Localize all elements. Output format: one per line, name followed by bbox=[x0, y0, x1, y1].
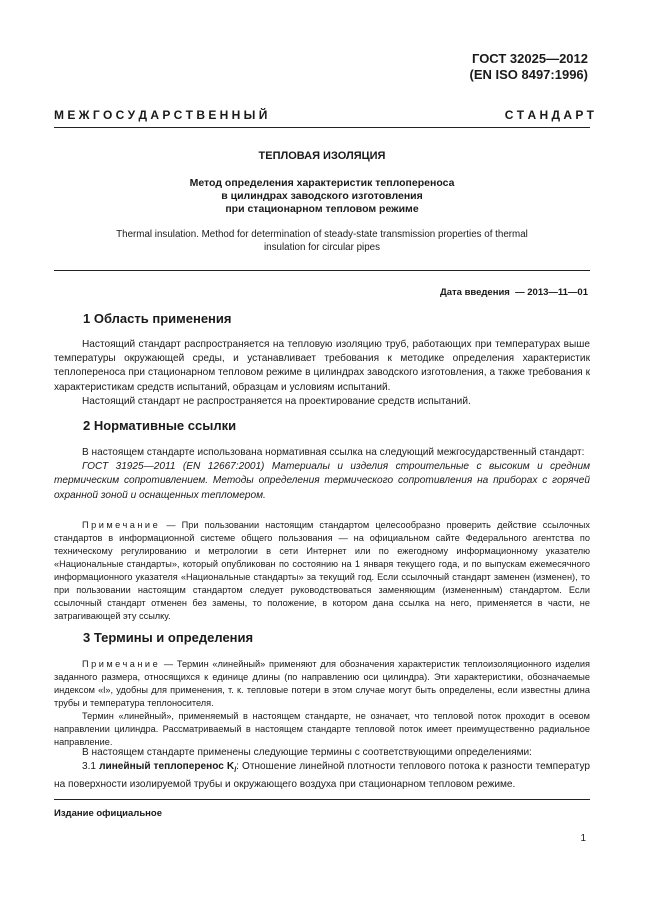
document-subtitle bbox=[54, 177, 590, 216]
section-2-note bbox=[54, 519, 590, 623]
standard-number: ГОСТ 32025—2012 bbox=[472, 51, 588, 66]
english-title bbox=[54, 228, 590, 254]
section-1-body bbox=[54, 338, 590, 409]
section-2-heading: 2 Нормативные ссылки bbox=[83, 418, 237, 433]
section-1-heading: 1 Область применения bbox=[83, 311, 232, 326]
banner-word-1: М Е Ж Г О С У Д А Р С Т В Е Н Н Ы Й bbox=[54, 108, 268, 122]
english-title-line: Thermal insulation. Method for determination of steady-state transmission properties of thermal bbox=[116, 229, 528, 240]
section-3-paragraph: В настоящем стандарте применены следующие термины с соответствующими определениями: bbox=[82, 747, 532, 758]
standard-code bbox=[469, 51, 588, 83]
normative-reference: ГОСТ 31925—2011 (EN 12667:2001) Материалы и изделия строительные с высоким и средним термическим сопротивлением. Методы определения термического сопротивления на приборах с горячей охранной зоной и оснащенных тепломером. bbox=[54, 461, 590, 501]
subtitle-line: Метод определения характеристик теплопереноса bbox=[189, 177, 455, 189]
term-name: линейный теплоперенос K bbox=[99, 761, 235, 773]
title-divider bbox=[54, 270, 590, 271]
term-number: 3.1 bbox=[82, 761, 97, 773]
standard-equivalent: (EN ISO 8497:1996) bbox=[469, 67, 588, 82]
note-continuation: Термин «линейный», применяемый в настоящем стандарте, не означает, что тепловой поток проходит в осевом направлении цилиндра. Рассматриваемый в настоящем стандарте тепловой поток имеет преимущественно радиальное направление. bbox=[54, 711, 590, 747]
official-edition-label: Издание официальное bbox=[54, 808, 162, 819]
footer-divider bbox=[54, 799, 590, 800]
term-subscript: l bbox=[234, 767, 237, 775]
top-divider bbox=[54, 127, 590, 128]
banner-word-2: С Т А Н Д А Р Т bbox=[504, 108, 594, 122]
subtitle-line: в цилиндрах заводского изготовления bbox=[221, 190, 423, 202]
section-3-note bbox=[54, 658, 590, 749]
introduction-date: Дата введения — 2013—11—01 bbox=[439, 287, 588, 298]
english-title-line: insulation for circular pipes bbox=[264, 242, 380, 253]
section-2-paragraph: В настоящем стандарте использована нормативная ссылка на следующий межгосударственный стандарт: bbox=[82, 447, 585, 458]
section-2-body bbox=[54, 446, 590, 503]
note-label: Примечание bbox=[82, 659, 161, 669]
term-definition-text: : Отношение линейной плотности теплового потока к разности температур на поверхности изолируемой трубы и окружающего воздуха при стационарном тепловом режиме. bbox=[54, 761, 591, 791]
section-3-body bbox=[54, 746, 590, 793]
term-definition bbox=[54, 760, 590, 792]
note-text: — Термин «линейный» применяют для обозначения характеристик теплоизоляционного изделия заданного размера, относящихся к единице длины (по направлению оси цилиндра). Эти характеристики, обозначаемые индексом «l», удобны для применения, т. к. тепловые потери в этом случае могут быть определены, если известны длина трубы и температура теплоносителя. bbox=[54, 659, 590, 708]
section-1-paragraph: Настоящий стандарт не распространяется на проектирование средств испытаний. bbox=[82, 395, 471, 407]
document-title: ТЕПЛОВАЯ ИЗОЛЯЦИЯ bbox=[258, 150, 386, 162]
interstate-standard-banner bbox=[54, 108, 594, 122]
section-3-heading: 3 Термины и определения bbox=[83, 630, 254, 645]
note-text: — При пользовании настоящим стандартом целесообразно проверить действие ссылочных стандартов в информационной системе общего пользования — на официальном сайте Федерального агентства по техническому регулированию и метрологии в сети Интернет или по ежегодному информационному указателю «Национальные стандарты», который опубликован по состоянию на 1 января текущего года, и по выпускам ежемесячного информационного указателя «Национальные стандарты» за текущий год. Если ссылочный стандарт заменен (изменен), то при пользовании настоящим стандартом следует руководствоваться заменяющим (измененным) стандартом. Если ссылочный стандарт отменен без замены, то положение, в котором дана ссылка на него, применяется в части, не затрагивающей эту ссылку. bbox=[54, 520, 590, 621]
section-1-paragraph: Настоящий стандарт распространяется на тепловую изоляцию труб, работающих при температурах выше температуры окружающей среды, и устанавливает требования к методике определения характеристик теплопереноса при стационарном тепловом режиме в цилиндрах заводского изготовления, а также требования к характеристикам средств испытаний, образцам и условиям испытаний. bbox=[54, 339, 590, 393]
subtitle-line: при стационарном тепловом режиме bbox=[225, 203, 419, 215]
page-number: 1 bbox=[580, 833, 586, 844]
note-label: Примечание bbox=[82, 520, 161, 530]
